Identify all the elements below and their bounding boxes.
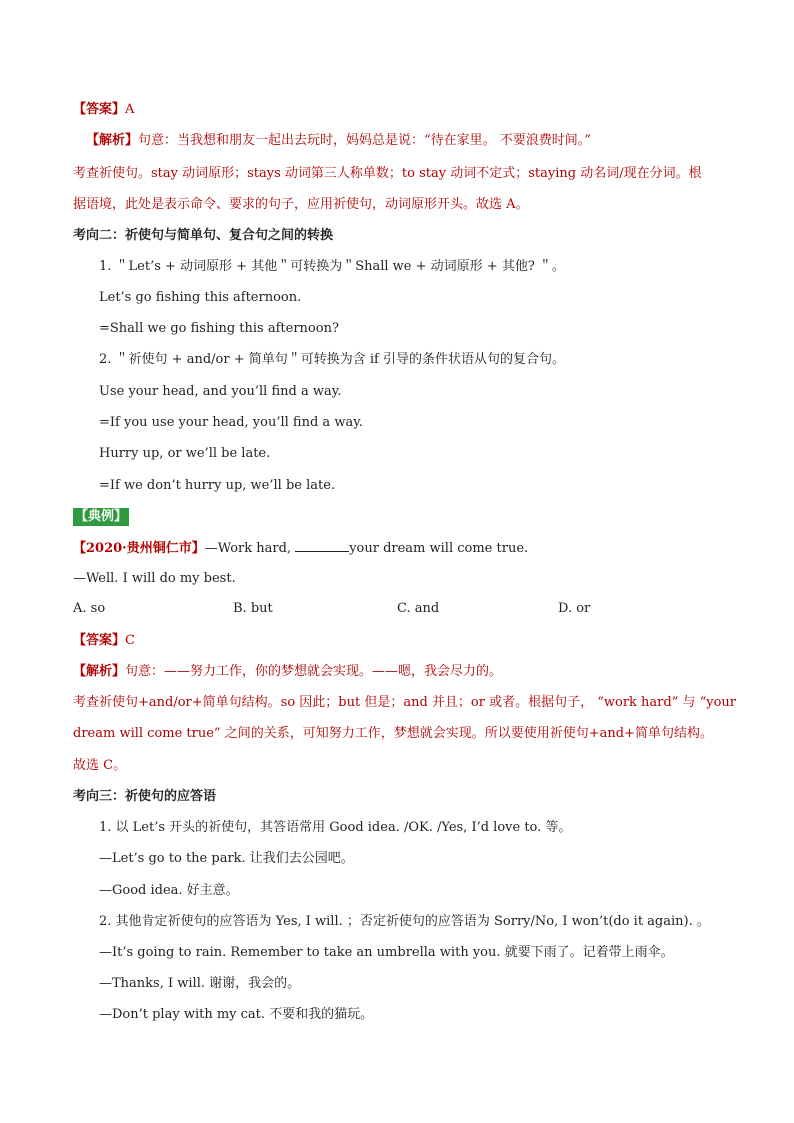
analysis-line-1 bbox=[86, 132, 591, 150]
section2-example-1b: =Shall we go fishing this afternoon? bbox=[99, 321, 339, 336]
section3-example-2b: —Thanks, I will. 谢谢，我会的。 bbox=[99, 976, 301, 991]
section3-example-1b: —Good idea. 好主意。 bbox=[99, 883, 239, 898]
example-analysis-label: 【解析】 bbox=[73, 664, 126, 679]
example-analysis-line-2: 考查祈使句+and/or+简单句结构。so 因此；but 但是；and 并且；or 或者。根据句子， “work hard” 与 “your bbox=[73, 695, 737, 710]
example-question bbox=[73, 539, 528, 558]
example-analysis-line-1 bbox=[73, 663, 502, 681]
example-source: 【2020·贵州铜仁市】 bbox=[73, 541, 205, 556]
section2-example-2a: Use your head, and you’ll find a way. bbox=[99, 384, 342, 399]
question-after: your dream will come true. bbox=[349, 541, 529, 556]
example-answer bbox=[73, 632, 135, 650]
analysis-label: 【解析】 bbox=[86, 133, 139, 148]
example-answer-label: 【答案】 bbox=[73, 633, 126, 648]
example-analysis-line-3: dream will come true” 之间的关系，可知努力工作，梦想就会实现。所以要使用祈使句+and+简单句结构。 bbox=[73, 726, 713, 741]
example-tag: 【典例】 bbox=[74, 509, 127, 524]
option-c: C. and bbox=[397, 601, 440, 616]
analysis-line-2: 考查祈使句。stay 动词原形；stays 动词第三人称单数；to stay 动词不定式；staying 动名词/现在分词。根 bbox=[73, 166, 702, 181]
section2-example-1a: Let’s go fishing this afternoon. bbox=[99, 290, 302, 305]
answer-label: 【答案】 bbox=[73, 102, 126, 117]
answer-line-1 bbox=[73, 101, 134, 119]
answer-blank bbox=[295, 539, 349, 552]
section2-example-2c: Hurry up, or we’ll be late. bbox=[99, 446, 271, 461]
section2-example-2d: =If we don’t hurry up, we’ll be late. bbox=[99, 478, 336, 493]
section3-example-2c: —Don’t play with my cat. 不要和我的猫玩。 bbox=[99, 1007, 374, 1022]
section3-heading: 考向三：祈使句的应答语 bbox=[73, 789, 217, 804]
answer-value: A bbox=[125, 102, 135, 117]
example-reply: —Well. I will do my best. bbox=[73, 571, 236, 586]
question-before: —Work hard, bbox=[204, 541, 296, 556]
section3-rule-2: 2. 其他肯定祈使句的应答语为 Yes, I will. ；否定祈使句的应答语为 Sorry/No, I won’t(do it again). 。 bbox=[99, 914, 710, 929]
section2-heading: 考向二：祈使句与简单句、复合句之间的转换 bbox=[73, 228, 334, 243]
example-answer-value: C bbox=[125, 633, 135, 648]
option-a: A. so bbox=[73, 601, 106, 616]
example-analysis-line-4: 故选 C。 bbox=[73, 758, 127, 773]
example-analysis-text: 句意：——努力工作，你的梦想就会实现。——嗯，我会尽力的。 bbox=[125, 664, 503, 679]
section3-rule-1: 1. 以 Let’s 开头的祈使句，其答语常用 Good idea. /OK. /Yes, I’d love to. 等。 bbox=[99, 820, 572, 835]
analysis-line-3: 据语境，此处是表示命令、要求的句子，应用祈使句，动词原形开头。故选 A。 bbox=[73, 197, 529, 212]
section3-example-2a: —It’s going to rain. Remember to take an umbrella with you. 就要下雨了。记着带上雨伞。 bbox=[99, 945, 674, 960]
analysis-text: 句意：当我想和朋友一起出去玩时，妈妈总是说：“待在家里。 不要浪费时间。” bbox=[138, 133, 591, 148]
section2-example-2b: =If you use your head, you’ll find a way. bbox=[99, 415, 363, 430]
option-d: D. or bbox=[558, 601, 591, 616]
section3-example-1a: —Let’s go to the park. 让我们去公园吧。 bbox=[99, 851, 354, 866]
section2-rule-2: 2. ＂祈使句 + and/or + 简单句＂可转换为含 if 引导的条件状语从句的复合句。 bbox=[99, 352, 565, 367]
section2-rule-1: 1. ＂Let’s + 动词原形 + 其他＂可转换为＂Shall we + 动词原形 + 其他? ＂。 bbox=[99, 259, 565, 274]
option-b: B. but bbox=[233, 601, 273, 616]
